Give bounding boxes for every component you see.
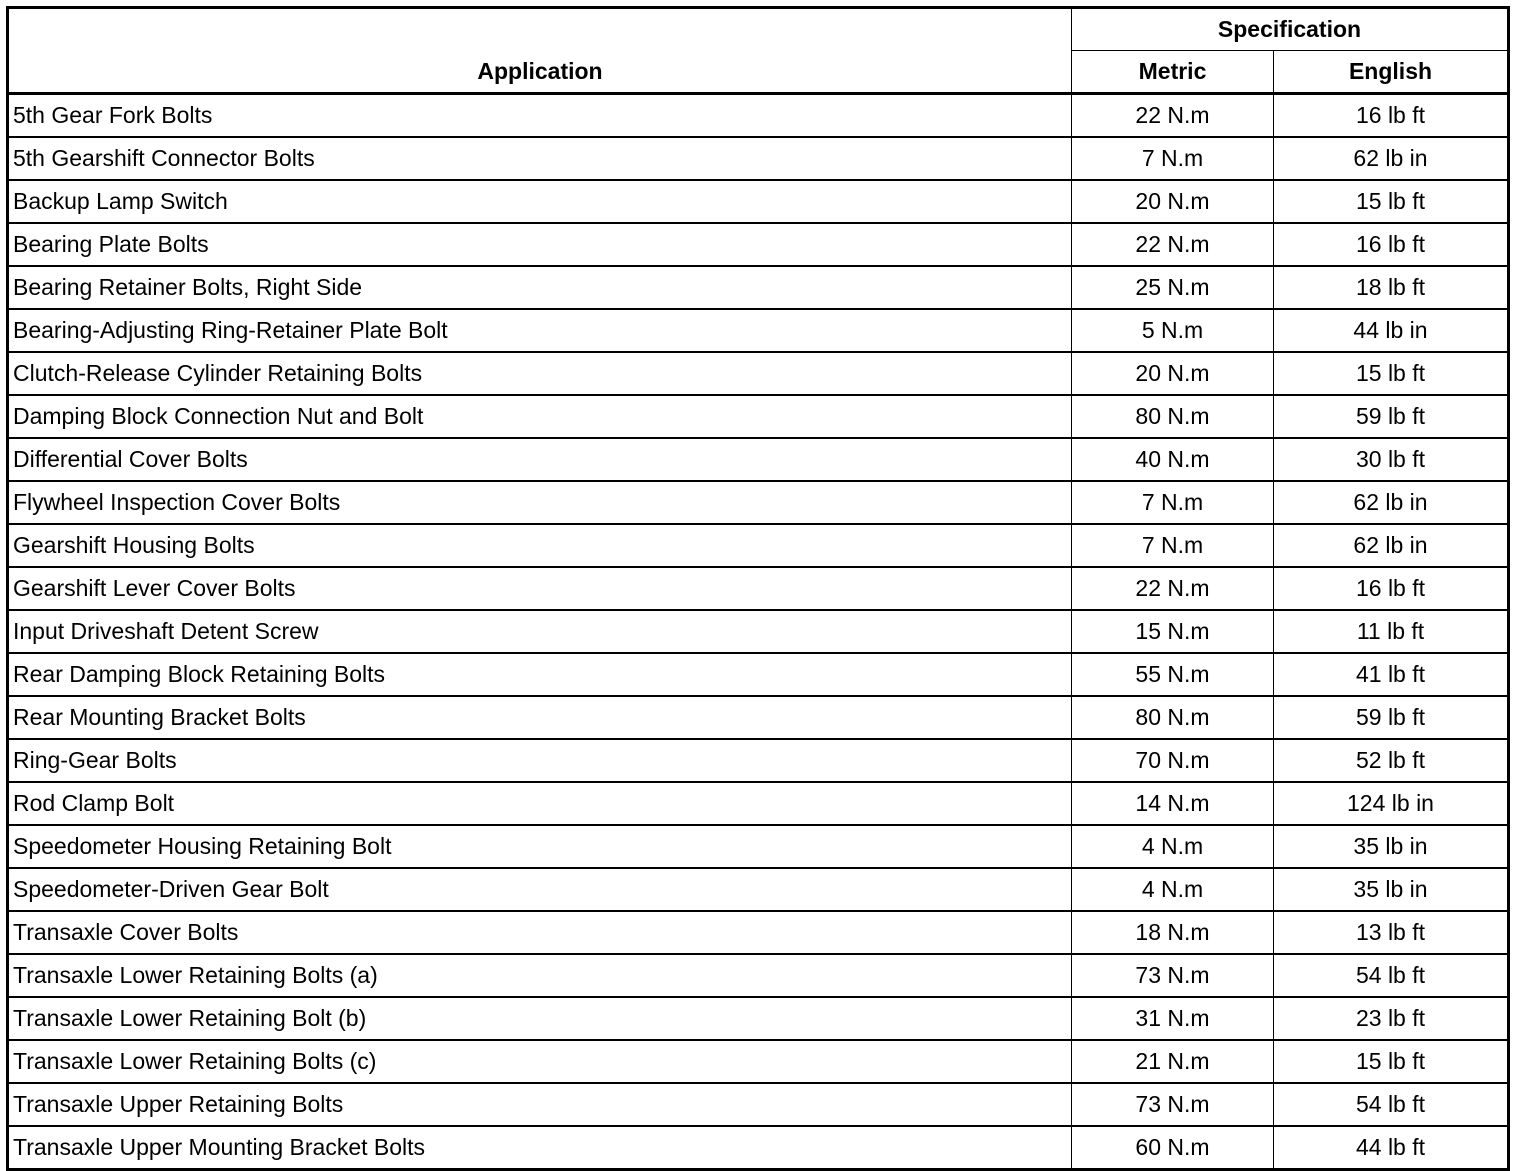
table-row (8, 868, 1509, 911)
metric-cell: 4 N.m (1072, 868, 1274, 911)
english-cell: 15 lb ft (1274, 1040, 1509, 1083)
metric-cell: 20 N.m (1072, 352, 1274, 395)
metric-cell: 40 N.m (1072, 438, 1274, 481)
application-cell: Input Driveshaft Detent Screw (8, 610, 1072, 653)
application-cell: Transaxle Lower Retaining Bolts (a) (8, 954, 1072, 997)
english-cell: 59 lb ft (1274, 696, 1509, 739)
application-cell: Clutch-Release Cylinder Retaining Bolts (8, 352, 1072, 395)
application-cell: 5th Gear Fork Bolts (8, 94, 1072, 138)
table-row (8, 223, 1509, 266)
metric-header: Metric (1072, 51, 1274, 94)
torque-spec-table (6, 6, 1510, 1171)
english-cell: 54 lb ft (1274, 1083, 1509, 1126)
english-cell: 35 lb in (1274, 868, 1509, 911)
application-cell: Transaxle Lower Retaining Bolts (c) (8, 1040, 1072, 1083)
english-cell: 16 lb ft (1274, 94, 1509, 138)
english-cell: 62 lb in (1274, 524, 1509, 567)
table-row (8, 1040, 1509, 1083)
table-row (8, 180, 1509, 223)
english-cell: 59 lb ft (1274, 395, 1509, 438)
english-cell: 44 lb ft (1274, 1126, 1509, 1170)
table-row (8, 610, 1509, 653)
table-row (8, 997, 1509, 1040)
table-row (8, 567, 1509, 610)
application-cell: 5th Gearshift Connector Bolts (8, 137, 1072, 180)
metric-cell: 22 N.m (1072, 567, 1274, 610)
table-row (8, 438, 1509, 481)
english-cell: 62 lb in (1274, 137, 1509, 180)
metric-cell: 20 N.m (1072, 180, 1274, 223)
metric-cell: 60 N.m (1072, 1126, 1274, 1170)
metric-cell: 55 N.m (1072, 653, 1274, 696)
application-cell: Gearshift Lever Cover Bolts (8, 567, 1072, 610)
table-row (8, 395, 1509, 438)
metric-cell: 7 N.m (1072, 481, 1274, 524)
specification-header: Specification (1072, 8, 1509, 51)
english-cell: 15 lb ft (1274, 352, 1509, 395)
application-cell: Transaxle Upper Retaining Bolts (8, 1083, 1072, 1126)
metric-cell: 31 N.m (1072, 997, 1274, 1040)
metric-cell: 21 N.m (1072, 1040, 1274, 1083)
application-cell: Rear Damping Block Retaining Bolts (8, 653, 1072, 696)
metric-cell: 22 N.m (1072, 223, 1274, 266)
application-cell: Transaxle Cover Bolts (8, 911, 1072, 954)
metric-cell: 80 N.m (1072, 696, 1274, 739)
application-cell: Ring-Gear Bolts (8, 739, 1072, 782)
table-row (8, 352, 1509, 395)
table-row (8, 954, 1509, 997)
table-row (8, 1083, 1509, 1126)
english-cell: 30 lb ft (1274, 438, 1509, 481)
application-cell: Speedometer Housing Retaining Bolt (8, 825, 1072, 868)
application-cell: Bearing Retainer Bolts, Right Side (8, 266, 1072, 309)
metric-cell: 73 N.m (1072, 1083, 1274, 1126)
metric-cell: 7 N.m (1072, 524, 1274, 567)
metric-cell: 4 N.m (1072, 825, 1274, 868)
metric-cell: 18 N.m (1072, 911, 1274, 954)
table-body (8, 94, 1509, 1170)
metric-cell: 14 N.m (1072, 782, 1274, 825)
application-cell: Rear Mounting Bracket Bolts (8, 696, 1072, 739)
table-row (8, 137, 1509, 180)
table-row (8, 911, 1509, 954)
application-cell: Transaxle Lower Retaining Bolt (b) (8, 997, 1072, 1040)
english-cell: 54 lb ft (1274, 954, 1509, 997)
application-cell: Differential Cover Bolts (8, 438, 1072, 481)
english-cell: 41 lb ft (1274, 653, 1509, 696)
metric-cell: 7 N.m (1072, 137, 1274, 180)
english-cell: 18 lb ft (1274, 266, 1509, 309)
table-row (8, 1126, 1509, 1170)
table-row (8, 653, 1509, 696)
english-cell: 23 lb ft (1274, 997, 1509, 1040)
english-header: English (1274, 51, 1509, 94)
application-cell: Gearshift Housing Bolts (8, 524, 1072, 567)
english-cell: 11 lb ft (1274, 610, 1509, 653)
english-cell: 16 lb ft (1274, 567, 1509, 610)
table-row (8, 825, 1509, 868)
english-cell: 62 lb in (1274, 481, 1509, 524)
english-cell: 52 lb ft (1274, 739, 1509, 782)
table-row (8, 481, 1509, 524)
application-cell: Damping Block Connection Nut and Bolt (8, 395, 1072, 438)
application-cell: Flywheel Inspection Cover Bolts (8, 481, 1072, 524)
metric-cell: 5 N.m (1072, 309, 1274, 352)
table-row (8, 524, 1509, 567)
application-header: Application (8, 8, 1072, 94)
metric-cell: 70 N.m (1072, 739, 1274, 782)
english-cell: 35 lb in (1274, 825, 1509, 868)
application-cell: Bearing-Adjusting Ring-Retainer Plate Bolt (8, 309, 1072, 352)
metric-cell: 25 N.m (1072, 266, 1274, 309)
metric-cell: 15 N.m (1072, 610, 1274, 653)
english-cell: 124 lb in (1274, 782, 1509, 825)
metric-cell: 80 N.m (1072, 395, 1274, 438)
english-cell: 13 lb ft (1274, 911, 1509, 954)
table-header (8, 8, 1509, 94)
english-cell: 16 lb ft (1274, 223, 1509, 266)
metric-cell: 73 N.m (1072, 954, 1274, 997)
application-cell: Speedometer-Driven Gear Bolt (8, 868, 1072, 911)
application-cell: Rod Clamp Bolt (8, 782, 1072, 825)
application-cell: Backup Lamp Switch (8, 180, 1072, 223)
english-cell: 44 lb in (1274, 309, 1509, 352)
table-row (8, 696, 1509, 739)
table-row (8, 266, 1509, 309)
table-row (8, 94, 1509, 138)
application-cell: Transaxle Upper Mounting Bracket Bolts (8, 1126, 1072, 1170)
table-row (8, 739, 1509, 782)
table-row (8, 782, 1509, 825)
english-cell: 15 lb ft (1274, 180, 1509, 223)
metric-cell: 22 N.m (1072, 94, 1274, 138)
application-cell: Bearing Plate Bolts (8, 223, 1072, 266)
table-row (8, 309, 1509, 352)
